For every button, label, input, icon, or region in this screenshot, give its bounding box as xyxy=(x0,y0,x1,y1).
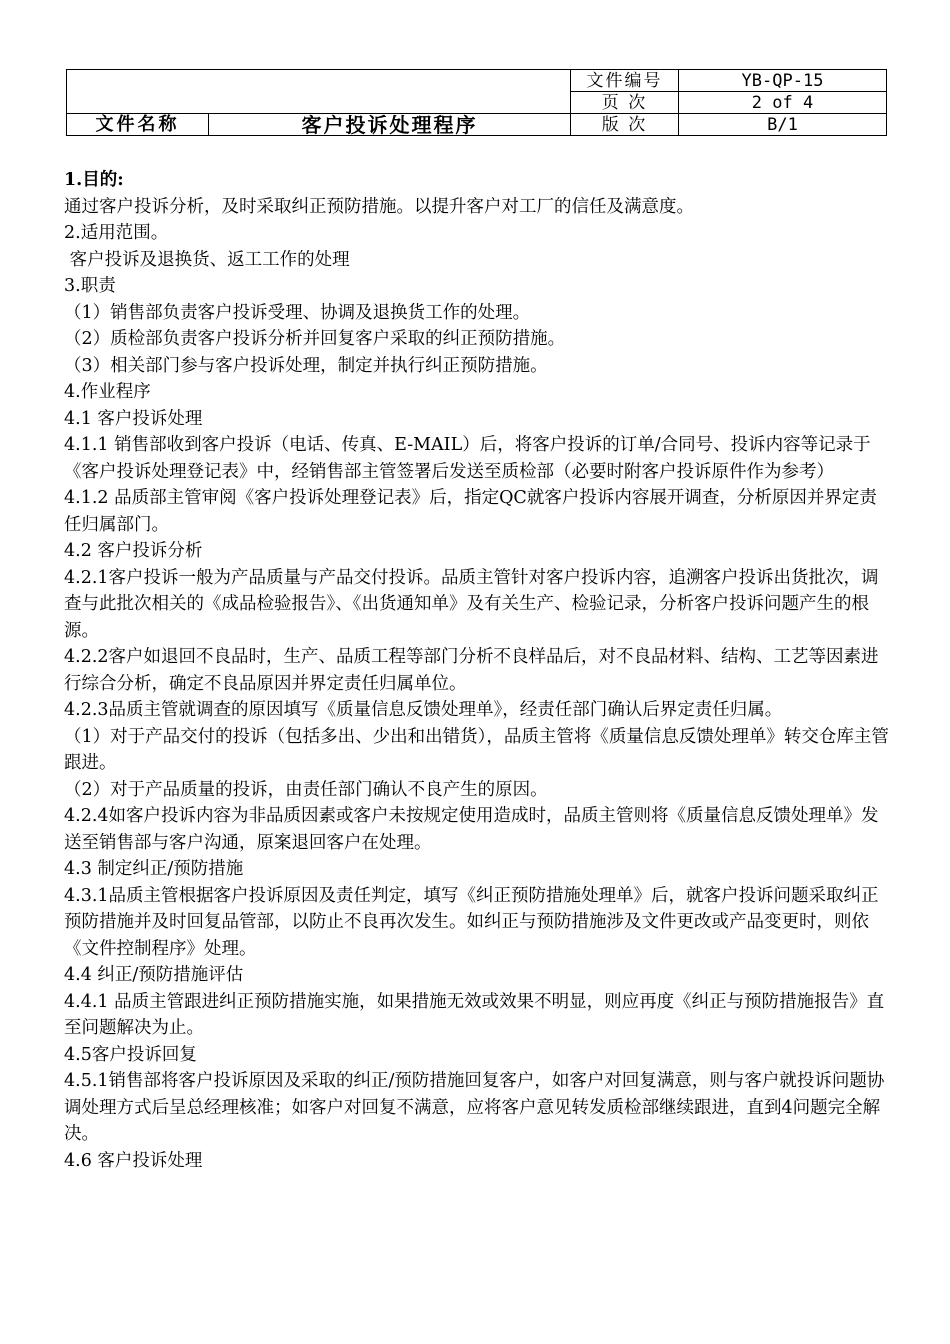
subsection-heading: 4.1 客户投诉处理 xyxy=(64,408,203,429)
page-value: 2 of 4 xyxy=(679,92,887,114)
paragraph: 通过客户投诉分析，及时采取纠正预防措施。以提升客户对工厂的信任及满意度。 xyxy=(64,196,694,217)
list-item: （2）对于产品质量的投诉，由责任部门确认不良产生的原因。 xyxy=(64,779,548,800)
paragraph: 4.4.1 品质主管跟进纠正预防措施实施，如果措施无效或效果不明显，则应再度《纠正与预防措施报告》直至问题解决为止。 xyxy=(64,991,885,1038)
doc-number-label: 文件编号 xyxy=(571,70,679,92)
subsection-heading: 4.4 纠正/预防措施评估 xyxy=(64,965,244,985)
section-heading: 1.目的: xyxy=(64,170,124,190)
doc-name-value: 客户投诉处理程序 xyxy=(209,114,571,136)
paragraph: 4.3.1品质主管根据客户投诉原因及责任判定，填写《纠正预防措施处理单》后，就客户投诉问题采取纠正预防措施并及时回复品管部，以防止不良再次发生。如纠正与预防措施涉及文件更改或产品变更时，则依《文件控制程序》处理。 xyxy=(64,885,879,959)
list-item: （1）销售部负责客户投诉受理、协调及退换货工作的处理。 xyxy=(64,302,531,323)
subsection-heading: 4.3 制定纠正/预防措施 xyxy=(64,859,244,879)
section-heading: 2.适用范围。 xyxy=(64,223,169,243)
list-item: （1）对于产品交付的投诉（包括多出、少出和出错货），品质主管将《质量信息反馈处理单》转交仓库主管跟进。 xyxy=(64,726,889,773)
edition-value: B/1 xyxy=(679,114,887,136)
paragraph: 4.1.2 品质部主管审阅《客户投诉处理登记表》后，指定QC就客户投诉内容展开调查，分析原因并界定责任归属部门。 xyxy=(64,488,877,535)
paragraph: 4.2.4如客户投诉内容为非品质因素或客户未按规定使用造成时，品质主管则将《质量信息反馈处理单》发送至销售部与客户沟通，原案退回客户在处理。 xyxy=(64,806,879,853)
list-item: （3）相关部门参与客户投诉处理，制定并执行纠正预防措施。 xyxy=(64,355,548,376)
doc-name-label: 文件名称 xyxy=(67,114,209,136)
paragraph: 4.2.2客户如退回不良品时，生产、品质工程等部门分析不良样品后，对不良品材料、结构、工艺等因素进行综合分析，确定不良品原因并界定责任归属单位。 xyxy=(64,647,879,694)
list-item: （2）质检部负责客户投诉分析并回复客户采取的纠正预防措施。 xyxy=(64,329,566,349)
page-label: 页 次 xyxy=(571,92,679,114)
subsection-heading: 4.6 客户投诉处理 xyxy=(64,1150,203,1171)
document-header-table xyxy=(66,69,887,136)
paragraph: 客户投诉及退换货、返工工作的处理 xyxy=(64,249,350,270)
section-heading: 4.作业程序 xyxy=(64,382,151,402)
header-blank-cell xyxy=(67,92,571,114)
subsection-heading: 4.5客户投诉回复 xyxy=(64,1044,197,1065)
subsection-heading: 4.2 客户投诉分析 xyxy=(64,541,203,561)
paragraph: 4.1.1 销售部收到客户投诉（电话、传真、E-MAIL）后，将客户投诉的订单/合同号、投诉内容等记录于《客户投诉处理登记表》中，经销售部主管签署后发送至质检部（必要时附客户投诉原件作为参考） xyxy=(64,435,871,482)
section-heading: 3.职责 xyxy=(64,276,116,296)
paragraph: 4.5.1销售部将客户投诉原因及采取的纠正/预防措施回复客户，如客户对回复满意，则与客户就投诉问题协调处理方式后呈总经理核准；如客户对回复不满意，应将客户意见转发质检部继续跟进，直到4问题完全解决。 xyxy=(64,1071,885,1144)
doc-number-value: YB-QP-15 xyxy=(679,70,887,92)
paragraph: 4.2.3品质主管就调查的原因填写《质量信息反馈处理单》，经责任部门确认后界定责任归属。 xyxy=(64,700,783,720)
paragraph: 4.2.1客户投诉一般为产品质量与产品交付投诉。品质主管针对客户投诉内容，追溯客户投诉出货批次，调查与此批次相关的《成品检验报告》、《出货通知单》及有关生产、检验记录，分析客户投诉问题产生的根源。 xyxy=(64,567,879,641)
document-body xyxy=(64,167,894,1174)
header-blank-cell xyxy=(67,70,571,92)
edition-label: 版 次 xyxy=(571,114,679,136)
